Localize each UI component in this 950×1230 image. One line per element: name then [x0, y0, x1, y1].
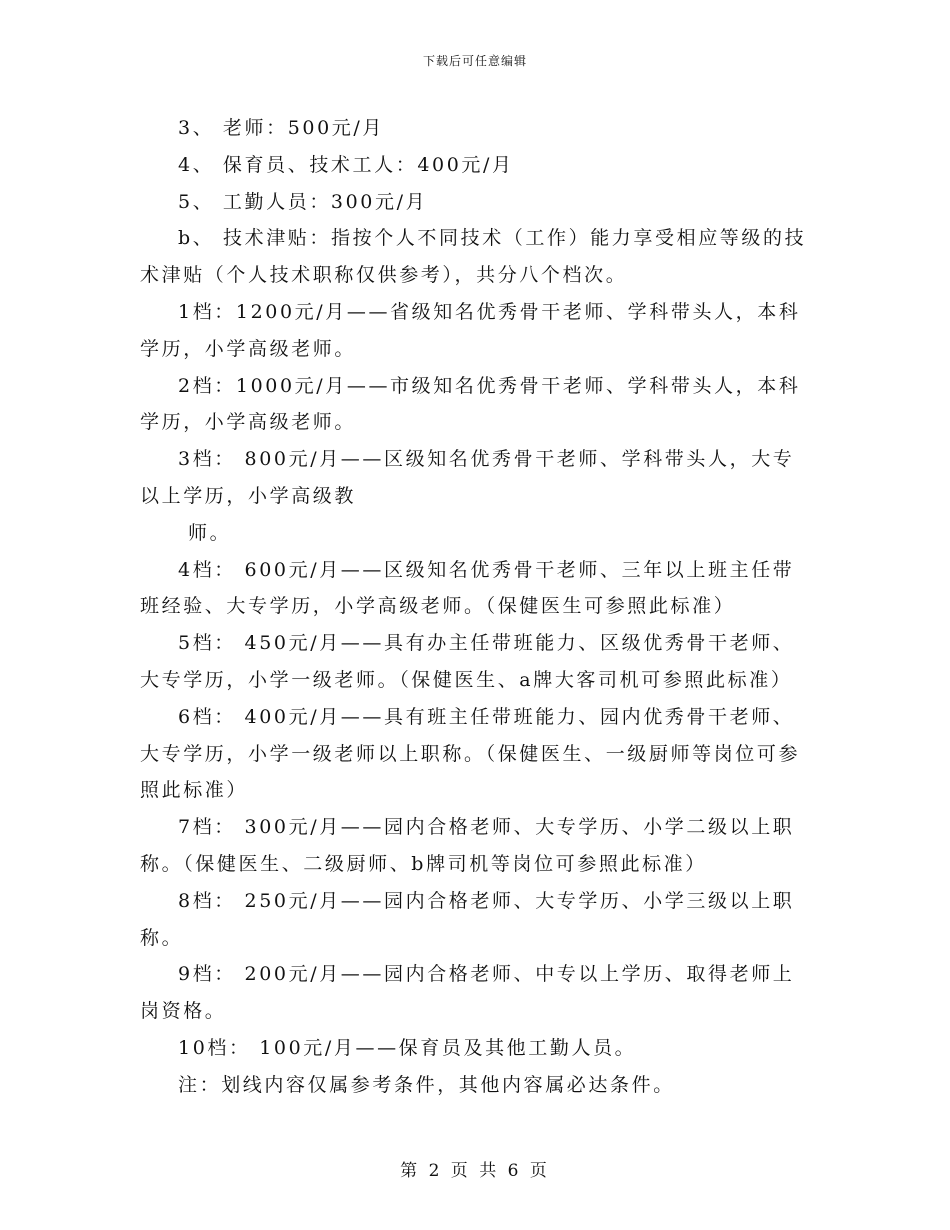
paragraph-tier-9: 9档： 200元/月——园内合格老师、中专以上学历、取得老师上岗资格。 [140, 963, 795, 1023]
paragraph-tier-1: 1档：1200元/月——省级知名优秀骨干老师、学科带头人，本科学历，小学高级老师。 [140, 300, 801, 360]
paragraph-note: 注：划线内容仅属参考条件，其他内容属必达条件。 [178, 1073, 675, 1096]
paragraph-tier-3: 3档： 800元/月——区级知名优秀骨干老师、学科带头人，大专以上学历，小学高级教 [140, 448, 795, 507]
paragraph-tier-4: 4档： 600元/月——区级知名优秀骨干老师、三年以上班主任带班经验、大专学历，小学高级老师。（保健医生可参照此标准） [140, 558, 795, 618]
document-body [140, 110, 812, 1104]
paragraph-tier-6: 6档： 400元/月——具有班主任带班能力、园内优秀骨干老师、大专学历，小学一级老师以上职称。（保健医生、一级厨师等岗位可参照此标准） [140, 705, 801, 802]
paragraph-service-staff: 5、 工勤人员：300元/月 [178, 190, 428, 213]
paragraph-tier-8: 8档： 250元/月——园内合格老师、大专学历、小学三级以上职称。 [140, 889, 795, 949]
page-header: 下载后可任意编辑 [422, 54, 527, 68]
paragraph-tier-2: 2档：1000元/月——市级知名优秀骨干老师、学科带头人，本科学历，小学高级老师。 [140, 374, 801, 434]
page-footer: 第 2 页 共 6 页 [400, 1161, 550, 1181]
paragraph-tier-3-continued: 师。 [188, 521, 232, 544]
paragraph-teacher: 3、 老师：500元/月 [178, 117, 384, 139]
paragraph-tier-10: 10档： 100元/月——保育员及其他工勤人员。 [178, 1036, 637, 1059]
paragraph-technical-allowance: b、 技术津贴：指按个人不同技术（工作）能力享受相应等级的技术津贴（个人技术职称仅供参考），共分八个档次。 [140, 227, 807, 287]
paragraph-tier-7: 7档： 300元/月——园内合格老师、大专学历、小学二级以上职称。（保健医生、二级厨师、b牌司机等岗位可参照此标准） [140, 816, 795, 875]
paragraph-tier-5: 5档： 450元/月——具有办主任带班能力、区级优秀骨干老师、大专学历，小学一级老师。（保健医生、a牌大客司机可参照此标准） [140, 632, 795, 691]
paragraph-nursery-worker: 4、 保育员、技术工人：400元/月 [178, 153, 514, 176]
